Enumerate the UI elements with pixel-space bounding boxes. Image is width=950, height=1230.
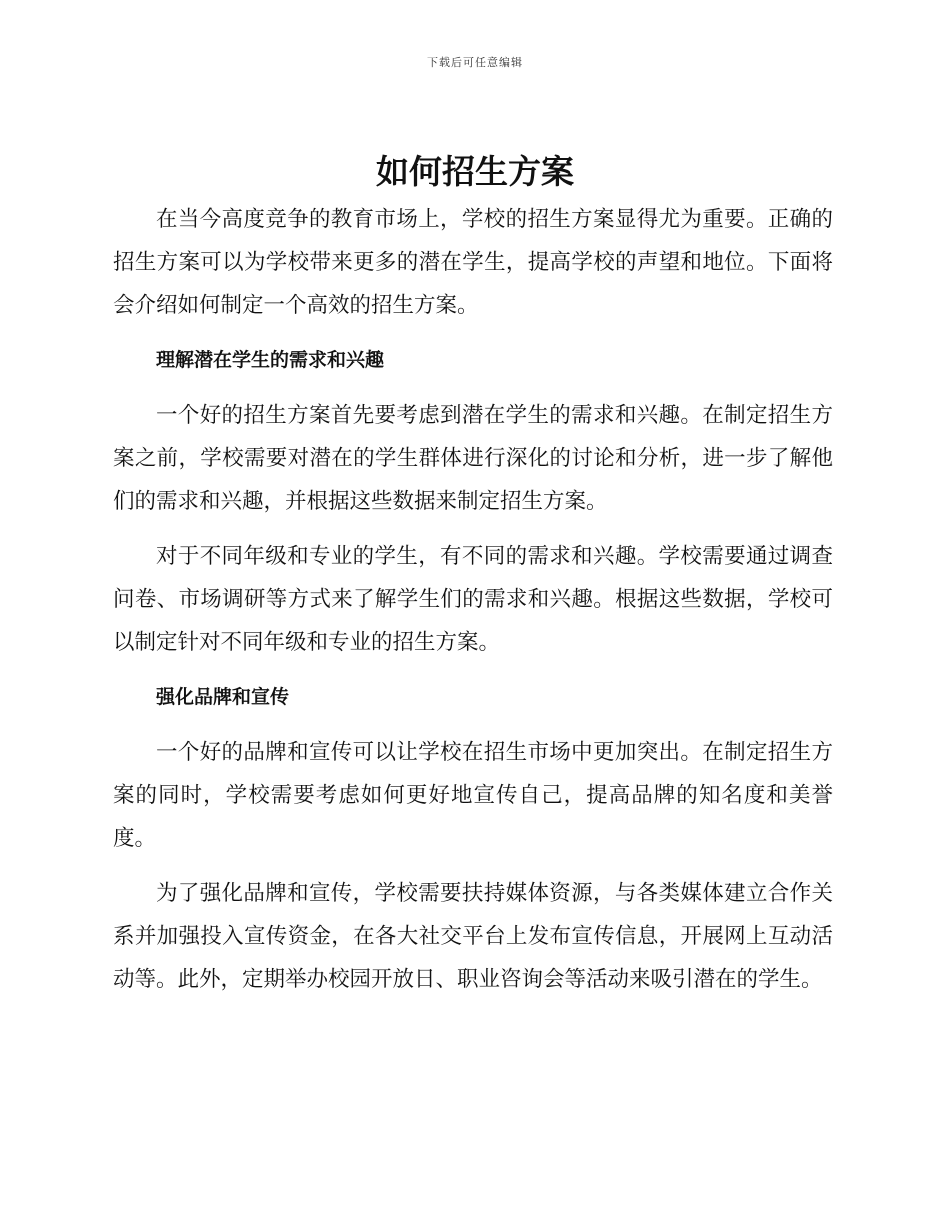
section-heading: 强化品牌和宣传: [156, 686, 290, 708]
intro-paragraph: 在当今高度竞争的教育市场上，学校的招生方案显得尤为重要。正确的招生方案可以为学校带来更多的潜在学生，提高学校的声望和地位。下面将会介绍如何制定一个高效的招生方案。: [113, 207, 833, 318]
body-paragraph: 一个好的招生方案首先要考虑到潜在学生的需求和兴趣。在制定招生方案之前，学校需要对潜在的学生群体进行深化的讨论和分析，进一步了解他们的需求和兴趣，并根据这些数据来制定招生方案。: [113, 403, 833, 514]
page-header-note: 下载后可任意编辑: [427, 56, 523, 69]
section-heading: 理解潜在学生的需求和兴趣: [156, 349, 385, 371]
document-body: [113, 198, 833, 1013]
body-paragraph: 对于不同年级和专业的学生，有不同的需求和兴趣。学校需要通过调查问卷、市场调研等方式来了解学生们的需求和兴趣。根据这些数据，学校可以制定针对不同年级和专业的招生方案。: [113, 544, 833, 655]
body-paragraph: 一个好的品牌和宣传可以让学校在招生市场中更加突出。在制定招生方案的同时，学校需要考虑如何更好地宣传自己，提高品牌的知名度和美誉度。: [113, 740, 833, 851]
document-title: 如何招生方案: [376, 152, 574, 191]
body-paragraph: 为了强化品牌和宣传，学校需要扶持媒体资源，与各类媒体建立合作关系并加强投入宣传资金，在各大社交平台上发布宣传信息，开展网上互动活动等。此外，定期举办校园开放日、职业咨询会等活动来吸引潜在的学生。: [113, 881, 833, 992]
